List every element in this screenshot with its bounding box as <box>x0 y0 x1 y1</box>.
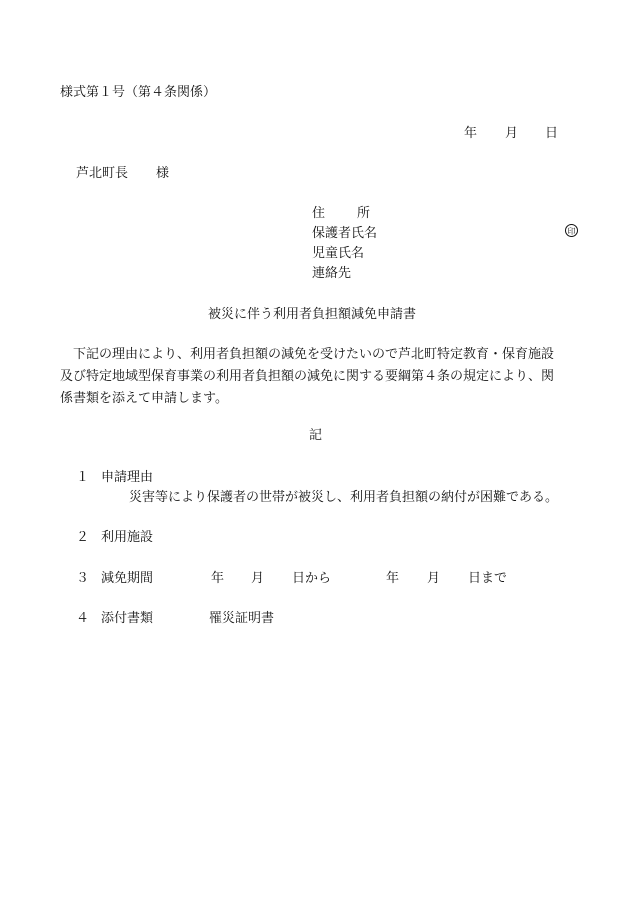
guardian-name-label: 保護者氏名 <box>312 226 378 241</box>
item-label: 利用施設 <box>101 530 154 545</box>
item-number: ４ <box>76 611 90 626</box>
contact-label: 連絡先 <box>312 266 352 281</box>
address-label: 住 所 <box>312 206 373 221</box>
period-to-day: 日まで <box>468 571 508 586</box>
item-number: ３ <box>76 571 90 586</box>
period-to-year: 年 <box>386 571 400 586</box>
attachment-value: 罹災証明書 <box>209 611 275 626</box>
seal-mark: 印 <box>565 224 578 237</box>
item-label: 減免期間 <box>101 571 154 586</box>
date-month: 月 <box>505 126 519 141</box>
period-from-day: 日から <box>292 571 332 586</box>
period-from-month: 月 <box>251 571 265 586</box>
item-label: 申請理由 <box>101 470 154 485</box>
item-number: ２ <box>76 530 90 545</box>
period-from-year: 年 <box>211 571 225 586</box>
form-number: 様式第１号（第４条関係） <box>60 85 217 100</box>
item-detail: 災害等により保護者の世帯が被災し、利用者負担額の納付が困難である。 <box>129 490 559 505</box>
item-number: １ <box>76 470 90 485</box>
body-paragraph: 下記の理由により、利用者負担額の減免を受けたいので芦北町特定教育・保育施設及び特定地域型保育事業の利用者負担額の減免に関する要綱第４条の規定により、関係書類を添えて申請します。 <box>60 347 555 406</box>
period-to-month: 月 <box>427 571 441 586</box>
addressee-name: 芦北町長 <box>76 166 129 181</box>
date-year: 年 <box>464 126 478 141</box>
date-day: 日 <box>545 126 559 141</box>
item-label: 添付書類 <box>101 611 154 626</box>
addressee-honorific: 様 <box>156 166 170 181</box>
child-name-label: 児童氏名 <box>312 246 365 261</box>
document-title: 被災に伴う利用者負担額減免申請書 <box>208 307 417 322</box>
notation-ki: 記 <box>309 428 323 443</box>
